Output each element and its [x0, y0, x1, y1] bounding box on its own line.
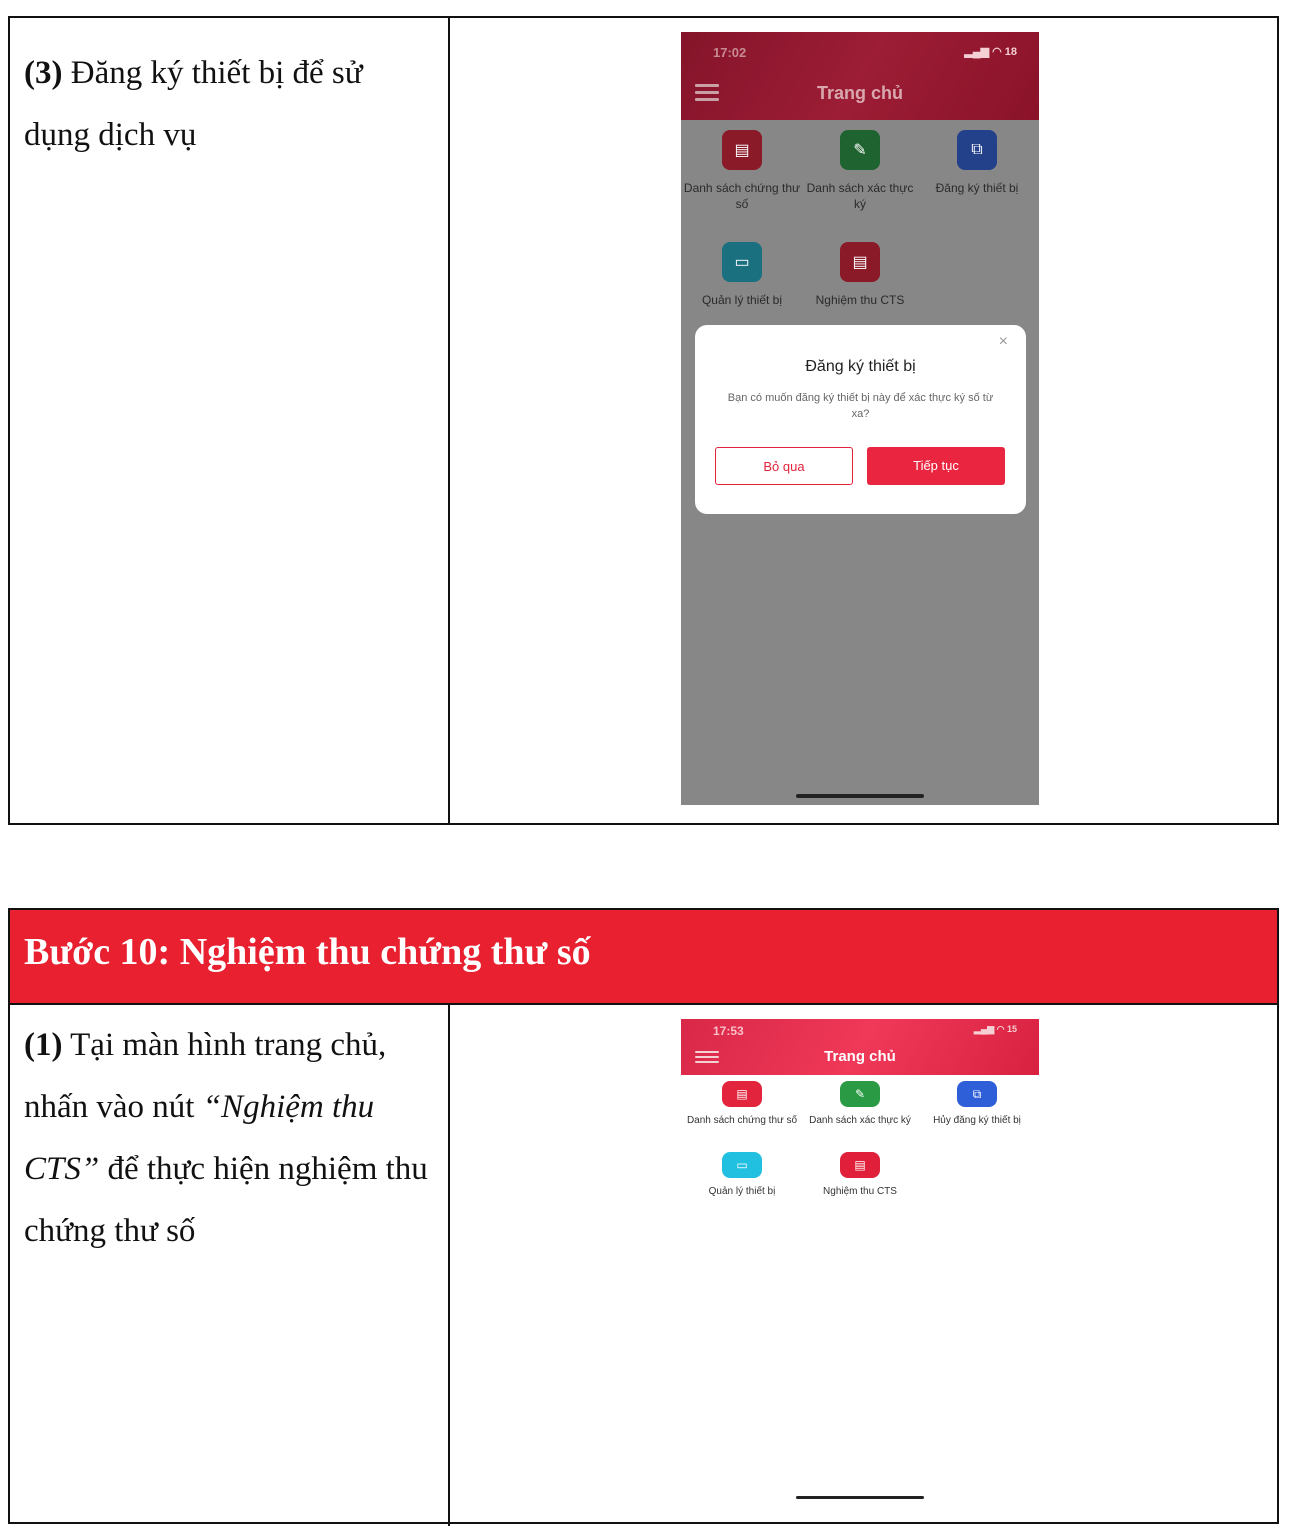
tile-certificate-list[interactable]: ▤ Danh sách chứng thư số	[683, 130, 801, 212]
step-number: (3)	[24, 55, 63, 91]
column-divider	[448, 18, 450, 823]
step-text: Tại màn hình trang chủ, nhấn vào nút	[24, 1027, 387, 1125]
close-icon[interactable]: ×	[998, 333, 1008, 350]
register-device-dialog	[695, 325, 1026, 514]
document-check-icon: ▤	[840, 1152, 880, 1178]
step-table-1	[8, 16, 1279, 825]
column-divider	[448, 1005, 450, 1526]
step-description	[24, 1014, 434, 1262]
tile-certificate-list[interactable]: ▤ Danh sách chứng thư số	[683, 1081, 801, 1126]
home-indicator	[796, 1496, 924, 1499]
pencil-icon: ✎	[840, 1081, 880, 1107]
tile-certificate-acceptance[interactable]: ▤ Nghiệm thu CTS	[801, 1152, 919, 1197]
device-icon: ⧉	[957, 1081, 997, 1107]
table-bottom-border	[10, 1522, 1277, 1524]
pencil-icon: ✎	[840, 130, 880, 170]
step-number: (1)	[24, 1027, 63, 1063]
device-icon: ⧉	[957, 130, 997, 170]
skip-button[interactable]: Bỏ qua	[715, 447, 853, 485]
dialog-message: Bạn có muốn đăng ký thiết bị này để xác thực ký số từ xa?	[727, 392, 994, 420]
button-reference: “Nghiệm thu CTS”	[24, 1089, 375, 1187]
tile-register-device[interactable]: ⧉ Đăng ký thiết bị	[918, 130, 1036, 196]
section-heading: Bước 10: Nghiệm thu chứng thư số	[24, 931, 591, 973]
section-header	[10, 910, 1277, 1005]
status-battery: ▂▄▆ ◠ 15	[973, 1024, 1017, 1034]
device-settings-icon: ▭	[722, 242, 762, 282]
tile-device-management[interactable]: ▭ Quản lý thiết bị	[683, 242, 801, 308]
tile-sign-auth-list[interactable]: ✎ Danh sách xác thực ký	[801, 1081, 919, 1126]
header-title: Trang chủ	[824, 1048, 896, 1065]
tile-device-management[interactable]: ▭ Quản lý thiết bị	[683, 1152, 801, 1197]
step-text: Đăng ký thiết bị để sử dụng dịch vụ	[24, 55, 363, 153]
step-text: để thực hiện nghiệm thu chứng thư số	[24, 1151, 428, 1249]
document-check-icon: ▤	[840, 242, 880, 282]
step-table-2	[8, 908, 1279, 1524]
certificate-list-icon: ▤	[722, 130, 762, 170]
status-time: 17:53	[713, 1024, 744, 1038]
status-battery: ▂▄▆ ◠ 18	[964, 46, 1017, 58]
tile-certificate-acceptance[interactable]: ▤ Nghiệm thu CTS	[801, 242, 919, 308]
home-indicator	[796, 794, 924, 798]
certificate-list-icon: ▤	[722, 1081, 762, 1107]
phone-screenshot-2	[681, 1019, 1039, 1509]
tile-sign-auth-list[interactable]: ✎ Danh sách xác thực ký	[801, 130, 919, 212]
continue-button[interactable]: Tiếp tục	[867, 447, 1005, 485]
dialog-title: Đăng ký thiết bị	[805, 358, 916, 375]
step-description	[24, 42, 434, 166]
phone-screenshot-1	[681, 32, 1039, 805]
tile-unregister-device[interactable]: ⧉ Hủy đăng ký thiết bị	[918, 1081, 1036, 1126]
header-title: Trang chủ	[816, 83, 903, 103]
device-settings-icon: ▭	[722, 1152, 762, 1178]
status-time: 17:02	[713, 45, 747, 60]
